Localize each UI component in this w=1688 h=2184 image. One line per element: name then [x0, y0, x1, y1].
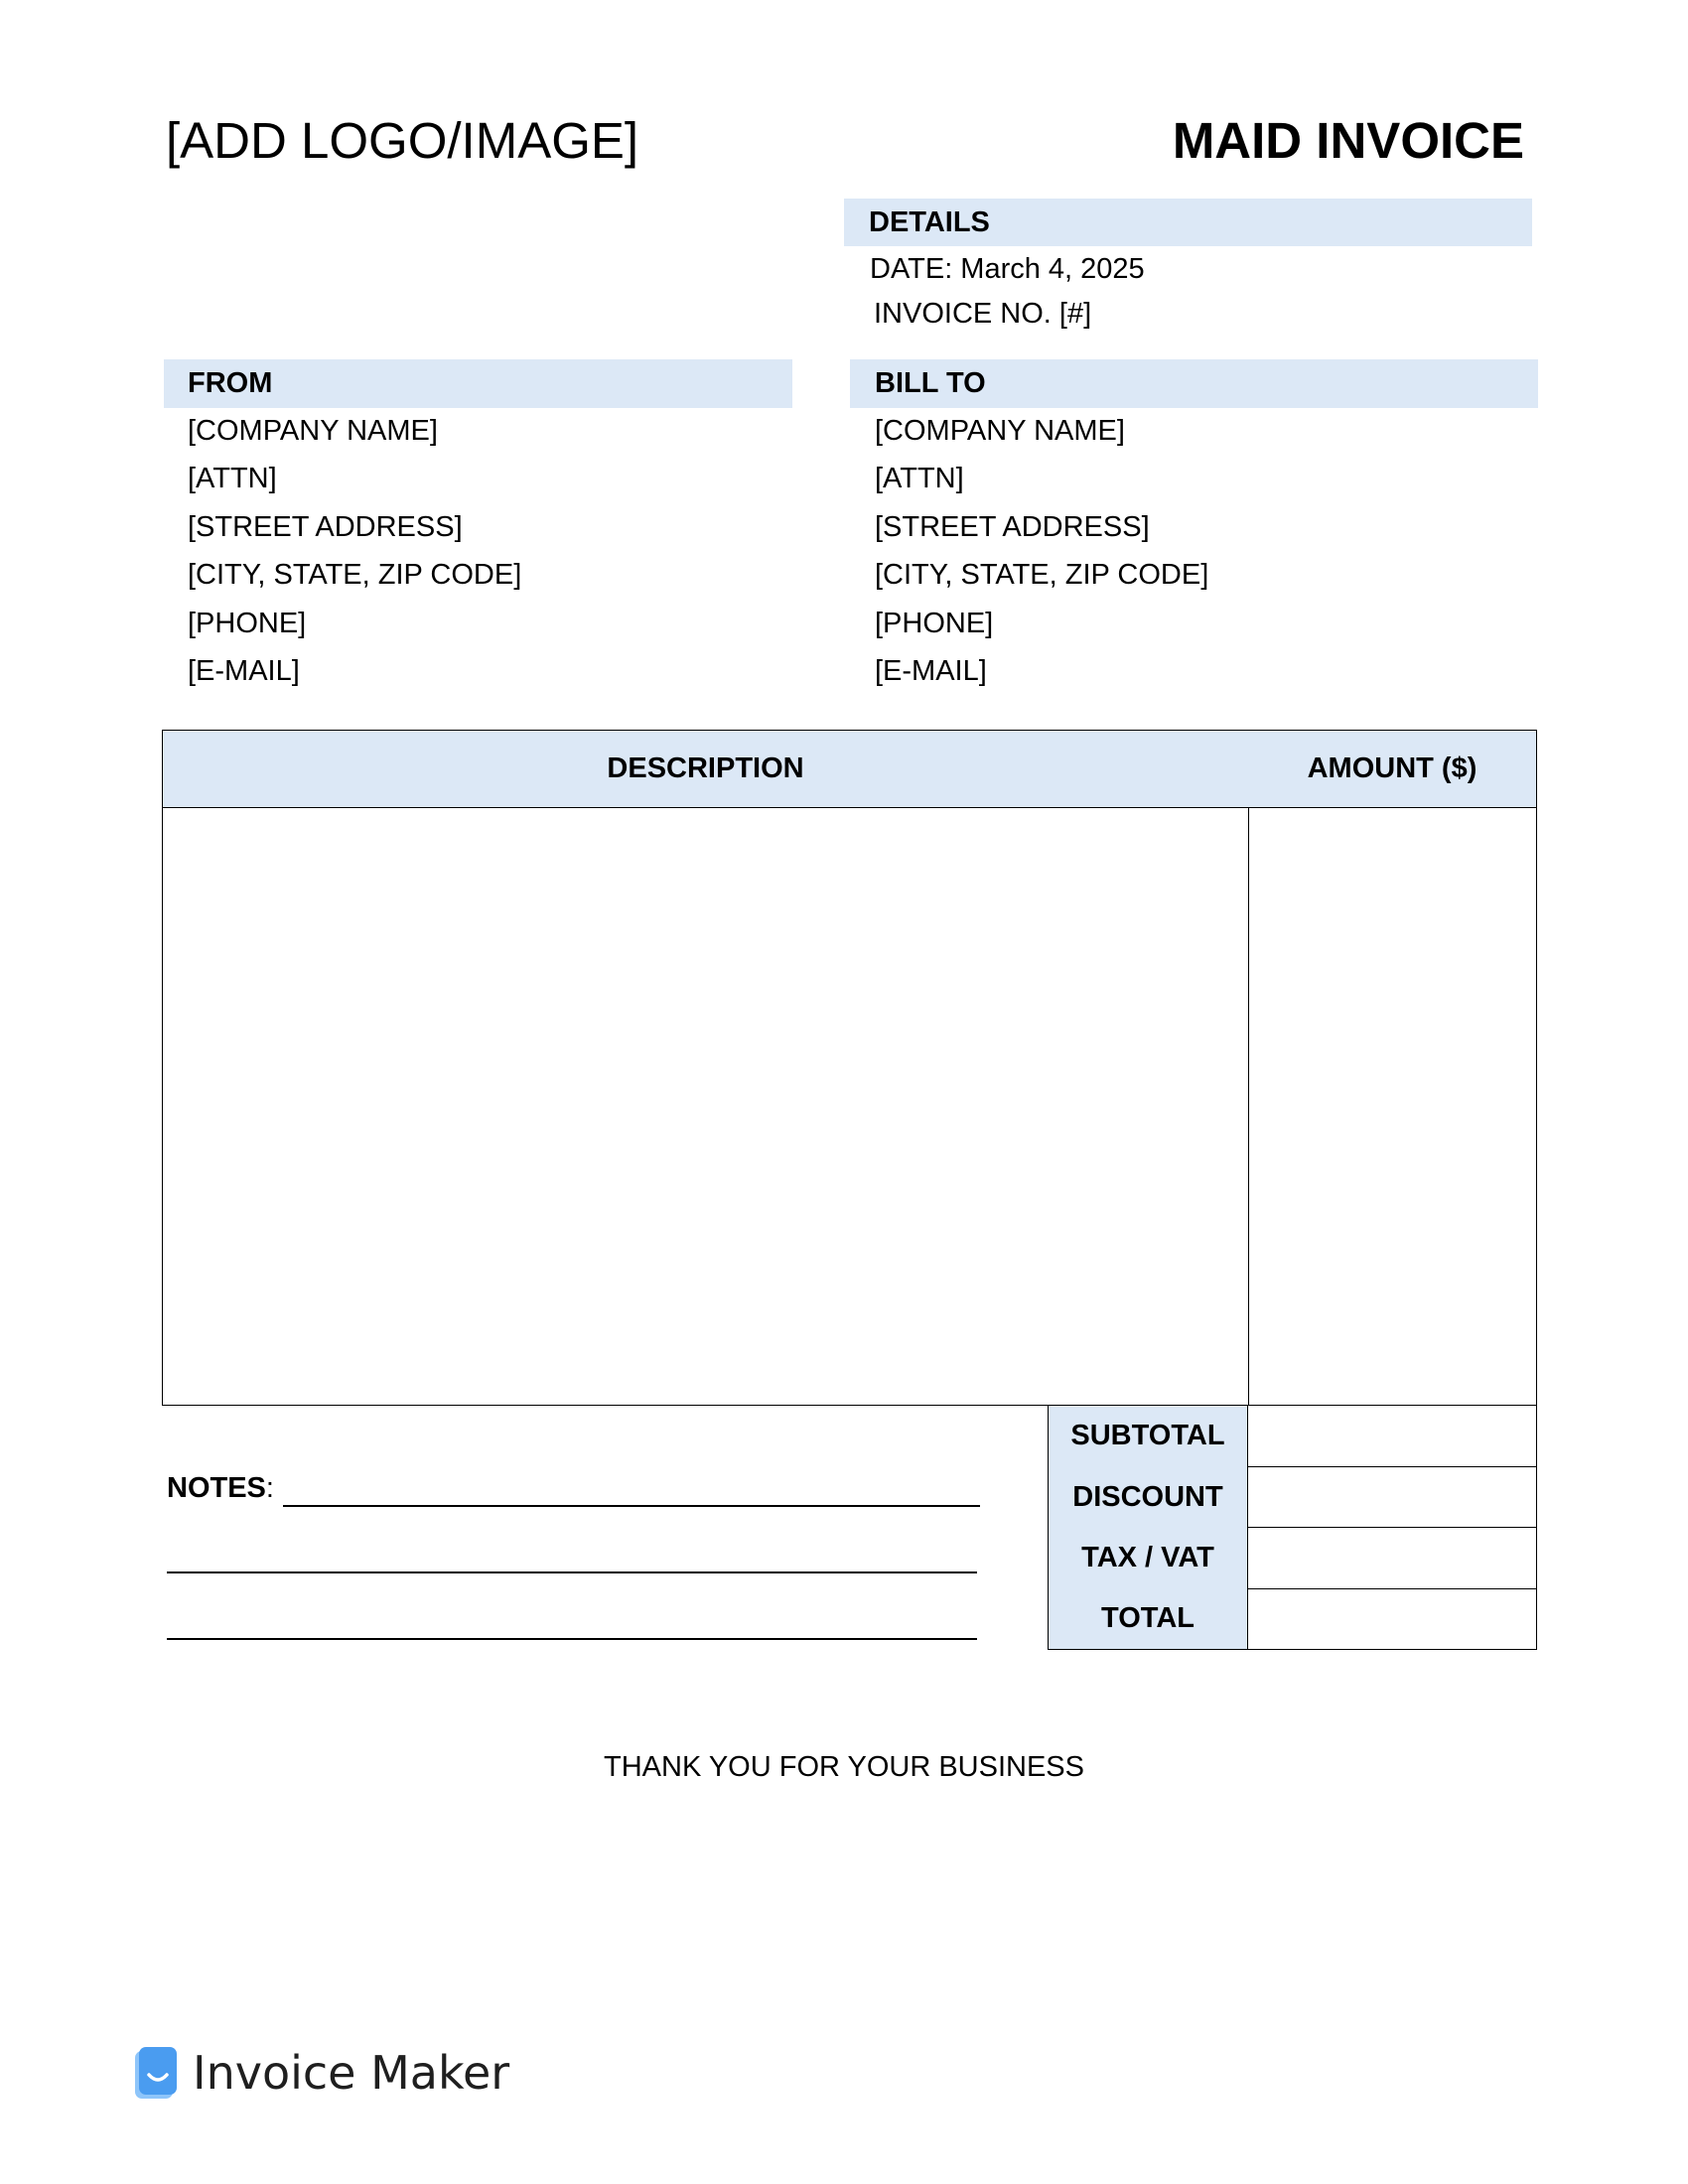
thank-you-message: THANK YOU FOR YOUR BUSINESS	[604, 1751, 1084, 1783]
brand-name: Invoice Maker	[193, 2046, 510, 2100]
tax-label: TAX / VAT	[1048, 1528, 1247, 1589]
from-company-name[interactable]: [COMPANY NAME]	[188, 415, 438, 447]
amount-column-header: AMOUNT ($)	[1307, 751, 1477, 784]
notes-label	[167, 1468, 274, 1508]
bill-to-attn[interactable]: [ATTN]	[875, 463, 964, 495]
bill-to-company-name[interactable]: [COMPANY NAME]	[875, 415, 1125, 447]
brand-logo[interactable]	[135, 2045, 509, 2101]
bill-to-street-address[interactable]: [STREET ADDRESS]	[875, 510, 1150, 543]
subtotal-value[interactable]	[1247, 1406, 1537, 1467]
total-row	[1048, 1589, 1537, 1651]
from-city-state-zip[interactable]: [CITY, STATE, ZIP CODE]	[188, 559, 522, 592]
from-address	[188, 407, 521, 695]
description-column-header: DESCRIPTION	[607, 751, 804, 784]
logo-placeholder[interactable]: [ADD LOGO/IMAGE]	[166, 112, 639, 169]
from-attn[interactable]: [ATTN]	[188, 463, 277, 495]
from-phone[interactable]: [PHONE]	[188, 607, 307, 639]
notes-label-colon: :	[265, 1472, 274, 1504]
column-divider	[1248, 808, 1249, 1405]
tax-value[interactable]	[1247, 1528, 1537, 1589]
from-street-address[interactable]: [STREET ADDRESS]	[188, 510, 463, 543]
discount-row	[1048, 1467, 1537, 1529]
line-items-header	[163, 731, 1536, 808]
notes-line-2[interactable]	[167, 1571, 977, 1573]
bill-to-email[interactable]: [E-MAIL]	[875, 654, 987, 687]
total-label: TOTAL	[1048, 1589, 1247, 1651]
from-heading: FROM	[164, 359, 792, 408]
subtotal-label: SUBTOTAL	[1048, 1406, 1247, 1467]
subtotal-row	[1048, 1406, 1537, 1467]
discount-label: DISCOUNT	[1048, 1467, 1247, 1529]
notes-line-1[interactable]	[283, 1505, 980, 1507]
bill-to-city-state-zip[interactable]: [CITY, STATE, ZIP CODE]	[875, 559, 1209, 592]
discount-value[interactable]	[1247, 1467, 1537, 1529]
invoice-title: MAID INVOICE	[1172, 112, 1524, 169]
tax-row	[1048, 1528, 1537, 1589]
invoice-number[interactable]: INVOICE NO. [#]	[874, 298, 1092, 330]
line-items-table	[162, 730, 1537, 1406]
bill-to-phone[interactable]: [PHONE]	[875, 607, 994, 639]
invoice-maker-icon	[135, 2047, 177, 2099]
invoice-date[interactable]: DATE: March 4, 2025	[870, 253, 1145, 285]
notes-line-3[interactable]	[167, 1638, 977, 1640]
from-email[interactable]: [E-MAIL]	[188, 654, 300, 687]
bill-to-heading: BILL TO	[850, 359, 1538, 408]
details-heading: DETAILS	[844, 199, 1532, 246]
notes-label-text: NOTES	[167, 1472, 266, 1504]
total-value[interactable]	[1247, 1589, 1537, 1651]
totals-table	[1048, 1406, 1537, 1650]
bill-to-address	[875, 407, 1208, 695]
